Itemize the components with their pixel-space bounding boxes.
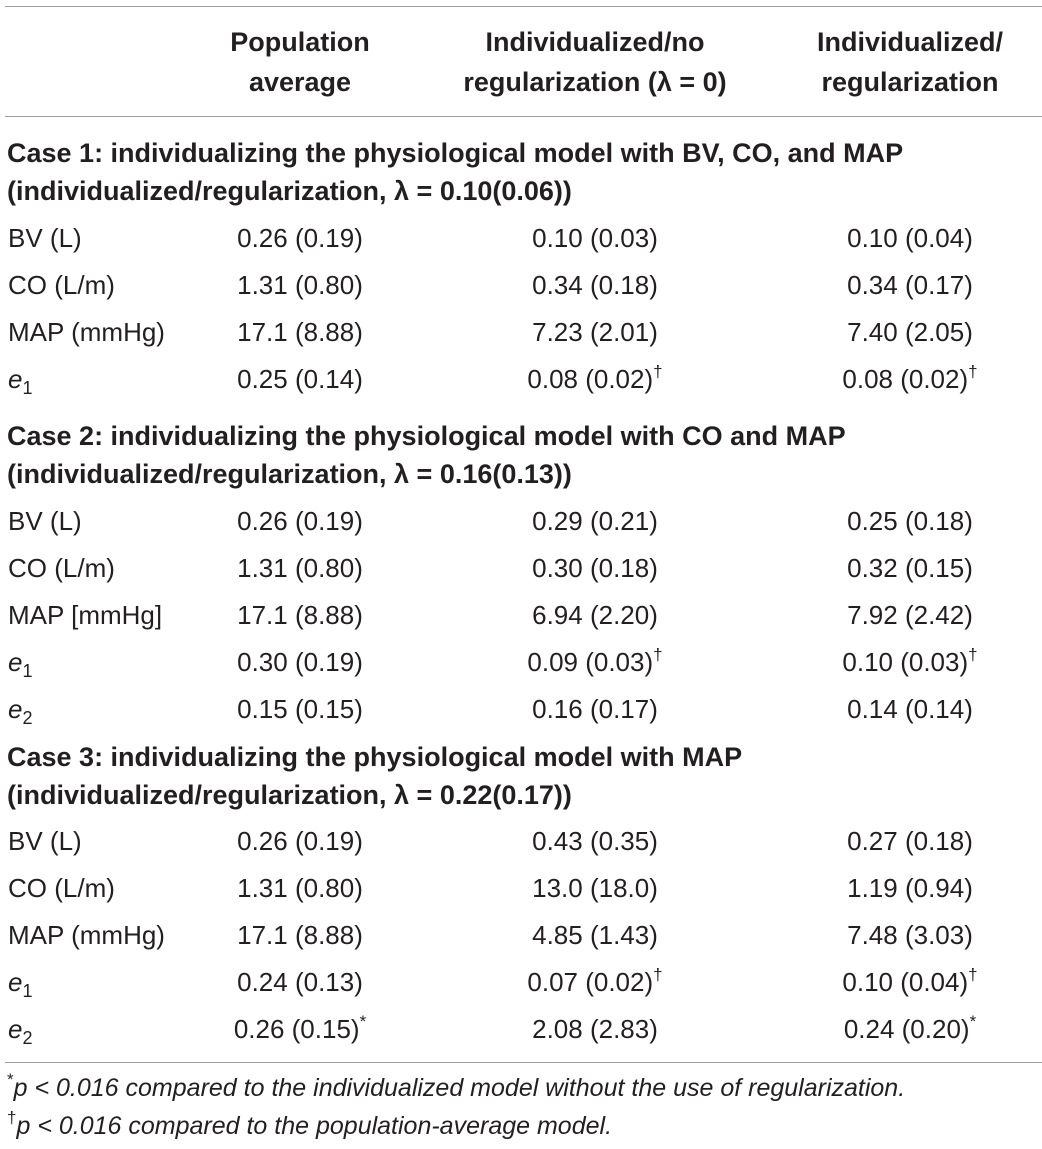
row-label: MAP (mmHg) [8, 317, 165, 347]
table-row [0, 818, 1042, 865]
cell-c1: 0.15 (0.15) [237, 694, 363, 724]
row-label: $e_1$ [8, 647, 33, 681]
row-label: MAP [mmHg] [8, 600, 163, 630]
cell-c2: 0.43 (0.35) [532, 826, 658, 856]
row-label-subscript: 1 [22, 378, 33, 398]
cell-c2: 0.07 (0.02)† [527, 965, 663, 997]
cell-c3: 7.48 (3.03) [847, 920, 973, 950]
cell-c3: 7.92 (2.42) [847, 600, 973, 630]
cell-c1: 0.30 (0.19) [237, 647, 363, 677]
table-row [0, 959, 1042, 1006]
cell-c2: 4.85 (1.43) [532, 920, 658, 950]
cell-c1: 0.26 (0.19) [237, 506, 363, 536]
table-row [0, 912, 1042, 959]
cell-c3: 0.34 (0.17) [847, 270, 973, 300]
table-row [0, 356, 1042, 403]
cell-c1: 0.26 (0.15)* [233, 1012, 367, 1044]
cell-c2: 0.29 (0.21) [532, 506, 658, 536]
case-title: Case 2: individualizing the physiological model with CO and MAP (individualized/regularization, λ = 0.16(0.13)) [7, 421, 846, 489]
table-row [0, 592, 1042, 639]
cell-c2: 0.08 (0.02)† [527, 362, 663, 394]
cell-c3: 0.24 (0.20)* [843, 1012, 977, 1044]
cell-c3: 0.32 (0.15) [847, 553, 973, 583]
row-label: CO (L/m) [8, 873, 115, 903]
table-row [0, 215, 1042, 262]
significance-mark: * [359, 1012, 367, 1031]
cell-c2: 0.34 (0.18) [532, 270, 658, 300]
table-row [0, 498, 1042, 545]
table-row [0, 309, 1042, 356]
header-individualized-no-regularization: Individualized/no regularization (λ = 0) [463, 27, 727, 97]
cell-c1: 0.26 (0.19) [237, 826, 363, 856]
cell-c1: 0.25 (0.14) [237, 364, 363, 394]
cell-c2: 7.23 (2.01) [532, 317, 658, 347]
significance-mark: † [968, 362, 978, 381]
cell-c2: 0.16 (0.17) [532, 694, 658, 724]
header-population-average: Population average [230, 27, 370, 97]
row-label-subscript: 2 [22, 1028, 33, 1048]
cell-c3: 0.27 (0.18) [847, 826, 973, 856]
table-row [0, 262, 1042, 309]
row-label: $e_1$ [8, 364, 33, 398]
significance-mark: † [653, 645, 663, 664]
cell-c1: 1.31 (0.80) [237, 270, 363, 300]
cell-c3: 7.40 (2.05) [847, 317, 973, 347]
cell-c1: 1.31 (0.80) [237, 553, 363, 583]
significance-mark: † [653, 362, 663, 381]
row-label-subscript: 1 [22, 661, 33, 681]
case-title: Case 3: individualizing the physiological model with MAP (individualized/regularization, λ = 0.22(0.17)) [7, 742, 743, 810]
row-label: BV (L) [8, 506, 82, 536]
row-label-subscript: 1 [22, 981, 33, 1001]
cell-c3: 0.10 (0.04)† [842, 965, 978, 997]
table-bottom-rule [5, 1062, 1042, 1063]
header-individualized-regularization: Individualized/ regularization [816, 27, 1004, 97]
cell-c2: 0.30 (0.18) [532, 553, 658, 583]
row-label-subscript: 2 [22, 708, 33, 728]
table-top-rule [5, 6, 1042, 7]
row-label: CO (L/m) [8, 553, 115, 583]
cell-c1: 17.1 (8.88) [237, 600, 363, 630]
significance-mark: † [653, 965, 663, 984]
cell-c3: 0.08 (0.02)† [842, 362, 978, 394]
cell-c3: 0.10 (0.04) [847, 223, 973, 253]
cell-c1: 1.31 (0.80) [237, 873, 363, 903]
cell-c3: 0.14 (0.14) [847, 694, 973, 724]
table-row [0, 686, 1042, 733]
table-row [0, 1006, 1042, 1053]
row-label: BV (L) [8, 826, 82, 856]
cell-c2: 2.08 (2.83) [532, 1014, 658, 1044]
row-label: $e_2$ [8, 694, 33, 728]
significance-mark: † [968, 645, 978, 664]
cell-c2: 6.94 (2.20) [532, 600, 658, 630]
row-label: CO (L/m) [8, 270, 115, 300]
cell-c3: 1.19 (0.94) [847, 873, 973, 903]
cell-c2: 13.0 (18.0) [532, 873, 658, 903]
table-row [0, 545, 1042, 592]
cell-c3: 0.25 (0.18) [847, 506, 973, 536]
case-title: Case 1: individualizing the physiological model with BV, CO, and MAP (individualized/regularization, λ = 0.10(0.06)) [7, 138, 904, 206]
footnote-star: *p < 0.016 compared to the individualized model without the use of regularization. [7, 1070, 906, 1102]
table-header-rule [5, 116, 1042, 117]
row-label: $e_2$ [8, 1014, 33, 1048]
cell-c1: 17.1 (8.88) [237, 920, 363, 950]
cell-c1: 0.26 (0.19) [237, 223, 363, 253]
significance-mark: † [968, 965, 978, 984]
row-label: MAP (mmHg) [8, 920, 165, 950]
row-label: $e_1$ [8, 967, 33, 1001]
footnote-dagger: †p < 0.016 compared to the population-average model. [7, 1108, 613, 1140]
table-row [0, 639, 1042, 686]
significance-mark: * [969, 1012, 977, 1031]
cell-c1: 17.1 (8.88) [237, 317, 363, 347]
table-row [0, 865, 1042, 912]
cell-c2: 0.10 (0.03) [532, 223, 658, 253]
cell-c2: 0.09 (0.03)† [527, 645, 663, 677]
cell-c3: 0.10 (0.03)† [842, 645, 978, 677]
row-label: BV (L) [8, 223, 82, 253]
cell-c1: 0.24 (0.13) [237, 967, 363, 997]
